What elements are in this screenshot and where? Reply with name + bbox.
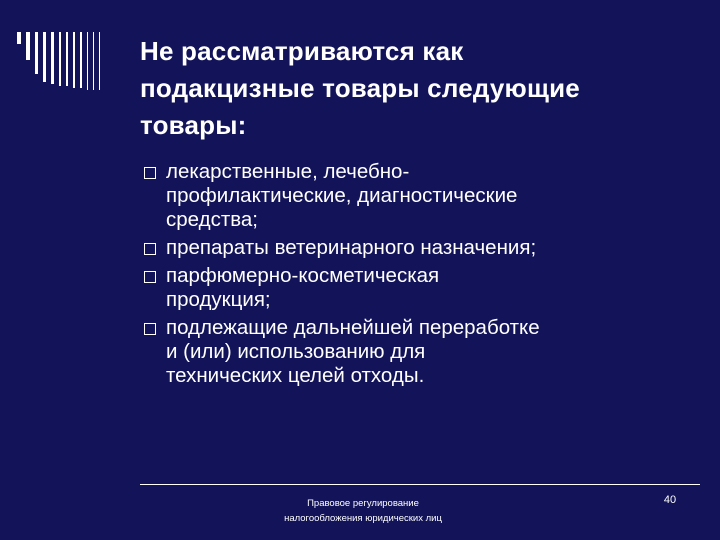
title-line: подакцизные товары следующие [140,73,580,103]
footer-divider [140,484,700,485]
decorative-stripe [99,32,100,90]
decorative-stripe [66,32,68,86]
title-line: Не рассматриваются как [140,36,464,66]
bullet-text-line: лекарственные, лечебно- [166,160,410,183]
square-bullet-icon [144,167,156,179]
bullet-text-line: и (или) использованию для [166,340,426,363]
decorative-stripe [80,32,82,88]
bullet-item [142,160,702,232]
decorative-stripe [87,32,88,90]
bullet-item [142,264,702,312]
decorative-stripe [59,32,61,86]
footer-text [248,496,478,526]
square-bullet-icon [144,271,156,283]
bullet-text-line: продукция; [166,288,271,311]
decorative-stripe [51,32,54,84]
slide-title [140,33,700,144]
decorative-stripe [26,32,30,60]
decorative-stripe [35,32,38,74]
decorative-stripe [43,32,46,82]
footer-line: Правовое регулирование [307,498,419,509]
bullet-item [142,236,702,260]
bullet-list [142,160,702,392]
bullet-item [142,316,702,388]
bullet-text-line: технических целей отходы. [166,364,425,387]
decorative-stripes [17,32,127,152]
title-line: товары: [140,110,247,140]
page-number: 40 [663,494,677,506]
footer-line: налогообложения юридических лиц [284,513,442,524]
bullet-text-line: парфюмерно-косметическая [166,264,440,287]
decorative-stripe [93,32,94,90]
bullet-text-line: профилактические, диагностические [166,184,518,207]
square-bullet-icon [144,323,156,335]
decorative-stripe [73,32,75,88]
bullet-text-line: препараты ветеринарного назначения; [166,236,537,259]
decorative-stripe [17,32,21,44]
bullet-text-line: средства; [166,208,258,231]
square-bullet-icon [144,243,156,255]
bullet-text-line: подлежащие дальнейшей переработке [166,316,540,339]
